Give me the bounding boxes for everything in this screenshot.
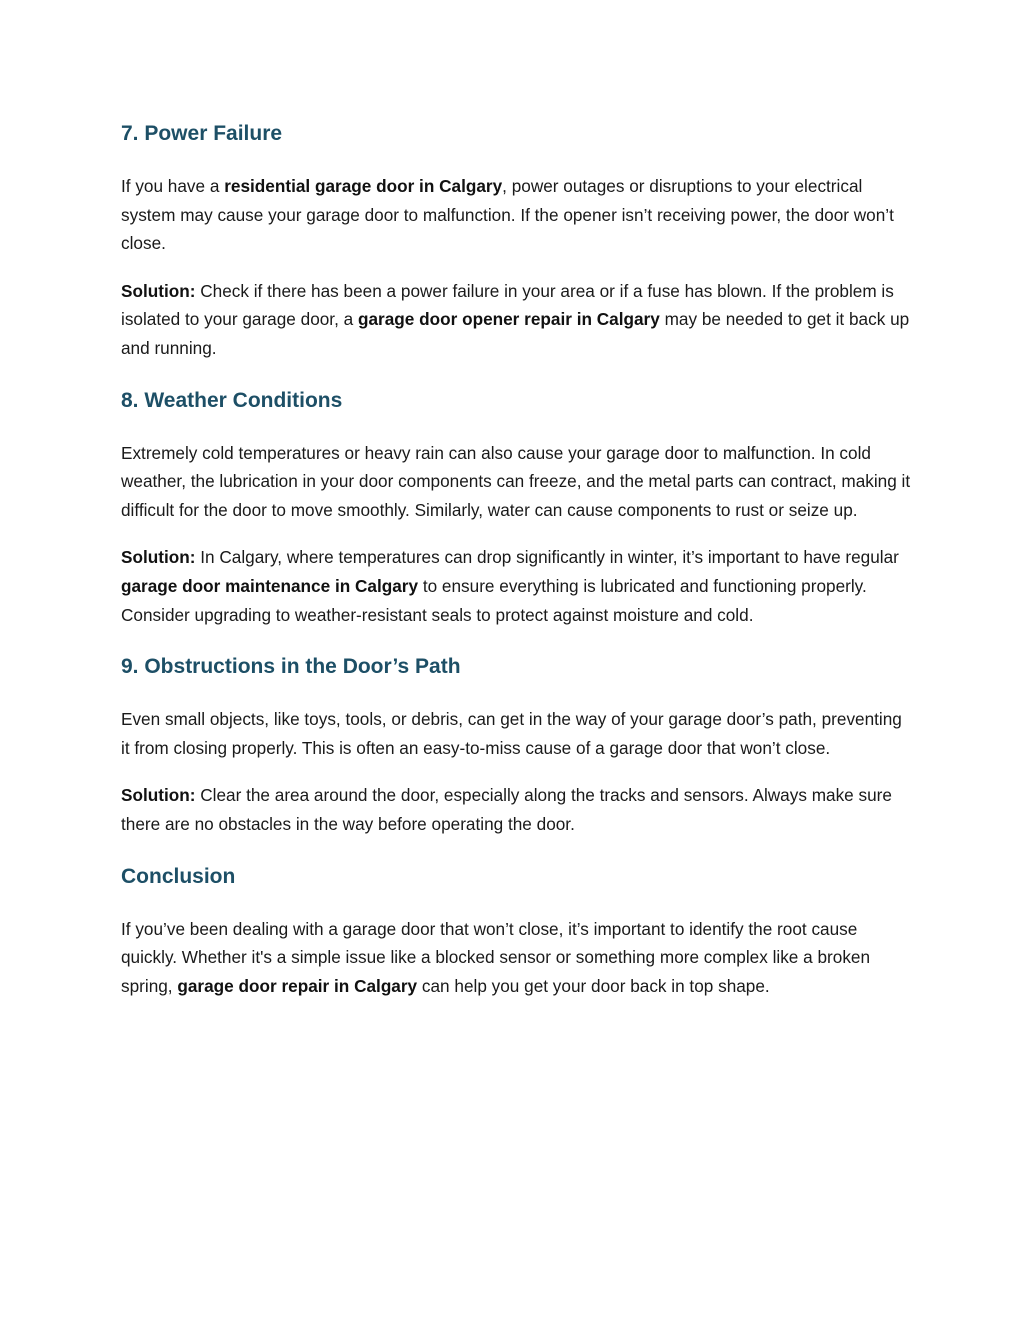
text-run: can help you get your door back in top shape.	[417, 975, 770, 996]
paragraph-conclusion	[121, 915, 911, 1001]
text-run: In Calgary, where temperatures can drop significantly in winter, it’s important to have regular	[195, 547, 899, 568]
paragraph-obstructions-intro: Even small objects, like toys, tools, or debris, can get in the way of your garage door’s path, preventing it from closing properly. This is often an easy-to-miss cause of a garage door that won’t close.	[121, 709, 902, 758]
paragraph-weather-solution	[121, 543, 911, 629]
bold-keyword: garage door opener repair in Calgary	[357, 309, 660, 330]
bold-keyword: garage door repair in Calgary	[177, 975, 418, 996]
text-run: to ensure everything is lubricated and functioning properly. Consider upgrading to weather-resistant seals to protect against moisture and cold.	[121, 575, 867, 625]
paragraph-weather-intro: Extremely cold temperatures or heavy rain can also cause your garage door to malfunction. In cold weather, the lubrication in your door components can freeze, and the metal parts can contract, making it difficult for the door to move smoothly. Similarly, water can cause components to rust or seize up.	[121, 442, 911, 520]
bold-keyword: residential garage door in Calgary	[224, 176, 503, 196]
solution-label: Solution:	[121, 280, 196, 301]
solution-label: Solution:	[121, 785, 196, 806]
document-page	[121, 118, 911, 1000]
text-run: may be needed to get it back up and running.	[121, 309, 910, 358]
text-run: Check if there has been a power failure in your area or if a fuse has blown. If the problem is isolated to your garage door, a	[121, 280, 894, 330]
section-heading-power-failure: 7. Power Failure	[121, 122, 283, 145]
section-heading-conclusion: Conclusion	[121, 864, 236, 888]
paragraph-power-failure-solution	[121, 277, 911, 363]
section-heading-obstructions: 9. Obstructions in the Door’s Path	[121, 655, 461, 679]
paragraph-power-failure-intro	[121, 172, 911, 258]
section-heading-weather-conditions: 8. Weather Conditions	[121, 388, 343, 412]
text-run: Clear the area around the door, especially along the tracks and sensors. Always make sure there are no obstacles in the way before operating the door.	[121, 785, 892, 834]
text-run: , power outages or disruptions to your electrical system may cause your garage door to malfunction. If the opener isn’t receiving power, the door won’t close.	[121, 176, 894, 254]
bold-keyword: garage door maintenance in Calgary	[121, 575, 419, 596]
text-run: If you have a	[121, 176, 225, 196]
solution-label: Solution:	[121, 547, 196, 568]
paragraph-obstructions-solution	[121, 781, 911, 838]
text-run: If you’ve been dealing with a garage door that won’t close, it’s important to identify the root cause quickly. Whether it's a simple issue like a blocked sensor or something more complex like a broken spring,	[121, 918, 871, 996]
